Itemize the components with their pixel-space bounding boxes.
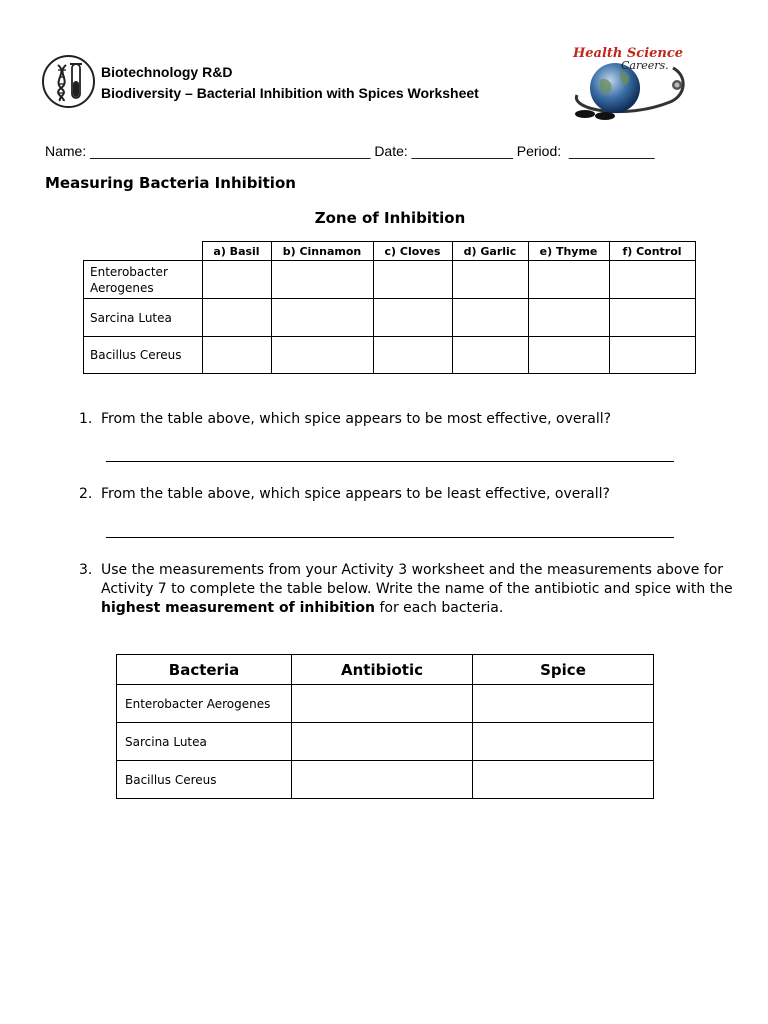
entry-cell[interactable]	[373, 299, 452, 337]
column-header-garlic: d) Garlic	[452, 242, 528, 261]
column-header-control: f) Control	[609, 242, 695, 261]
entry-cell[interactable]	[473, 761, 654, 799]
zone-of-inhibition-table	[83, 241, 696, 374]
entry-cell[interactable]	[452, 299, 528, 337]
table-row	[117, 761, 654, 799]
entry-cell[interactable]	[528, 337, 609, 374]
partner-logo-text-2: Careers.	[621, 59, 669, 72]
table-header-row	[117, 655, 654, 685]
biotech-logo	[42, 55, 95, 108]
partner-logo-text-1: Health Science	[573, 46, 684, 61]
entry-cell[interactable]	[473, 685, 654, 723]
header-title	[101, 62, 479, 104]
highest-inhibition-table	[116, 654, 654, 799]
table-header-row	[84, 242, 696, 261]
row-label-line: Enterobacter	[90, 264, 168, 279]
question-3	[79, 561, 739, 618]
entry-cell[interactable]	[373, 337, 452, 374]
entry-cell[interactable]	[452, 261, 528, 299]
question-1	[79, 410, 729, 429]
bacteria-cell: Enterobacter Aerogenes	[117, 685, 292, 723]
entry-cell[interactable]	[292, 761, 473, 799]
globe-stethoscope-icon	[565, 40, 690, 120]
question-text-emphasis: highest measurement of inhibition	[101, 600, 376, 616]
entry-cell[interactable]	[202, 337, 271, 374]
answer-line-2[interactable]	[106, 537, 674, 538]
question-text	[101, 561, 739, 618]
row-label-sarcina: Sarcina Lutea	[84, 299, 203, 337]
blank-corner-cell	[84, 242, 203, 261]
entry-cell[interactable]	[609, 299, 695, 337]
table-row	[117, 685, 654, 723]
table-row	[84, 337, 696, 374]
name-date-period-row: Name: ____________________________________ Date: _____________ Period: ___________	[45, 143, 655, 159]
column-header-cloves: c) Cloves	[373, 242, 452, 261]
bacteria-cell: Sarcina Lutea	[117, 723, 292, 761]
entry-cell[interactable]	[271, 337, 373, 374]
entry-cell[interactable]	[271, 261, 373, 299]
entry-cell[interactable]	[202, 299, 271, 337]
question-text-part: Use the measurements from your Activity 3 worksheet and the measurements above for Activity 7 to complete the table below. Write the name of the antibiotic and spice with the	[101, 562, 733, 597]
entry-cell[interactable]	[202, 261, 271, 299]
zone-table-title: Zone of Inhibition	[314, 209, 466, 227]
table-row	[84, 299, 696, 337]
column-header-spice: Spice	[473, 655, 654, 685]
column-header-cinnamon: b) Cinnamon	[271, 242, 373, 261]
entry-cell[interactable]	[292, 723, 473, 761]
question-number: 2.	[79, 486, 93, 502]
table-row	[84, 261, 696, 299]
entry-cell[interactable]	[373, 261, 452, 299]
question-2	[79, 485, 729, 504]
column-header-thyme: e) Thyme	[528, 242, 609, 261]
entry-cell[interactable]	[528, 261, 609, 299]
entry-cell[interactable]	[609, 337, 695, 374]
column-header-antibiotic: Antibiotic	[292, 655, 473, 685]
entry-cell[interactable]	[473, 723, 654, 761]
row-label-enterobacter	[84, 261, 203, 299]
health-science-careers-logo	[565, 40, 690, 120]
entry-cell[interactable]	[528, 299, 609, 337]
question-number: 1.	[79, 411, 93, 427]
entry-cell[interactable]	[452, 337, 528, 374]
header-title-line2: Biodiversity – Bacterial Inhibition with Spices Worksheet	[101, 85, 479, 101]
question-number: 3.	[79, 562, 93, 578]
row-label-bacillus: Bacillus Cereus	[84, 337, 203, 374]
question-text-part: for each bacteria.	[375, 600, 504, 616]
question-text: From the table above, which spice appears to be most effective, overall?	[101, 411, 612, 427]
row-label-line: Aerogenes	[90, 280, 154, 295]
column-header-basil: a) Basil	[202, 242, 271, 261]
table-row	[117, 723, 654, 761]
question-text: From the table above, which spice appears to be least effective, overall?	[101, 486, 610, 502]
header-title-line1: Biotechnology R&D	[101, 64, 233, 80]
answer-line-1[interactable]	[106, 461, 674, 462]
bacteria-cell: Bacillus Cereus	[117, 761, 292, 799]
column-header-bacteria: Bacteria	[117, 655, 292, 685]
entry-cell[interactable]	[609, 261, 695, 299]
entry-cell[interactable]	[292, 685, 473, 723]
section-title: Measuring Bacteria Inhibition	[45, 174, 296, 192]
dna-test-tube-icon	[44, 57, 93, 106]
entry-cell[interactable]	[271, 299, 373, 337]
